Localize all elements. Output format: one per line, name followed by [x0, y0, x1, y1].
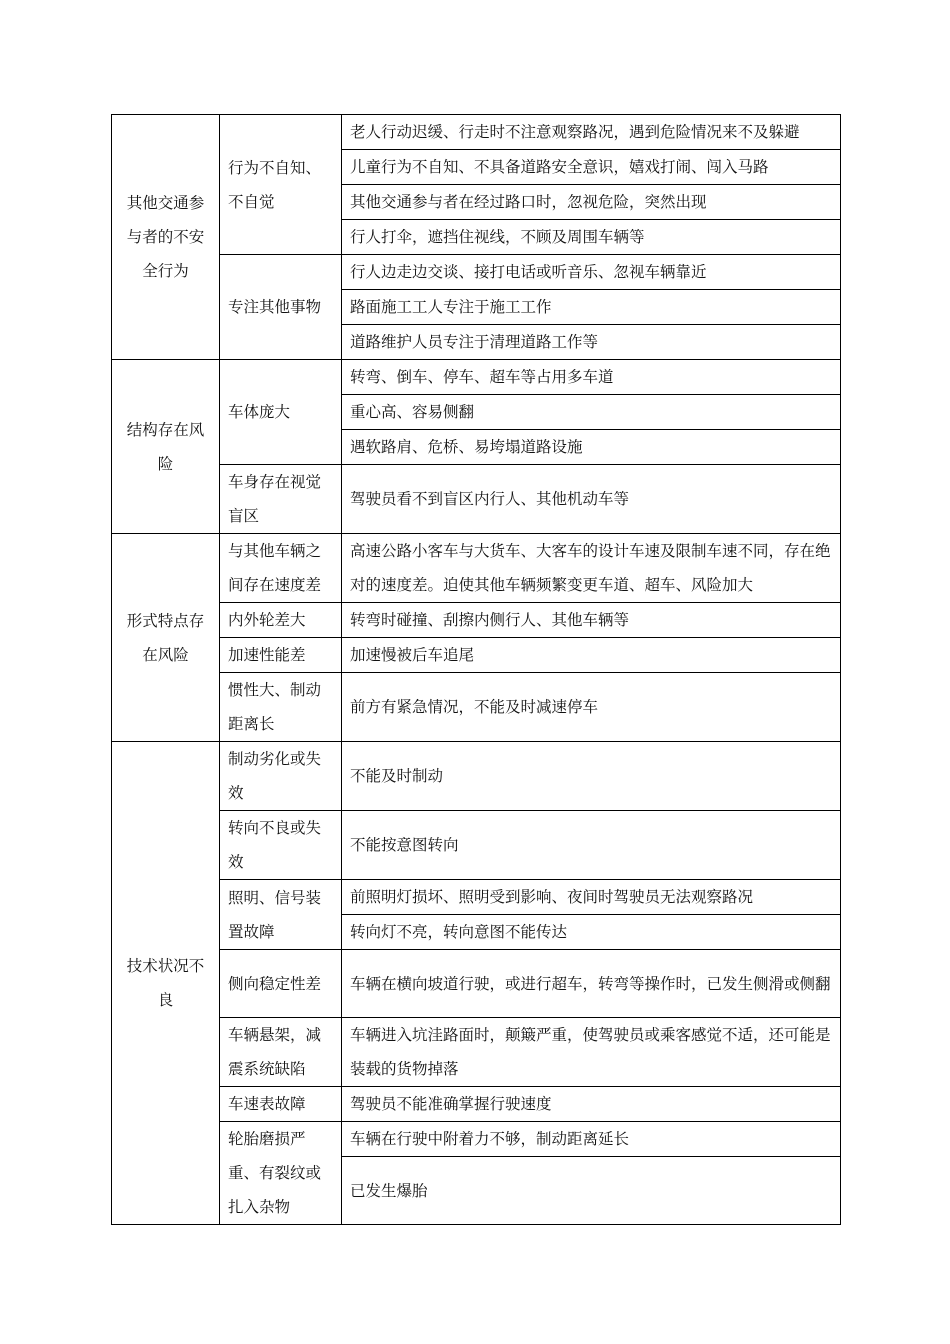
category-cell: 形式特点存在风险 [112, 534, 220, 742]
description-cell: 驾驶员看不到盲区内行人、其他机动车等 [342, 465, 841, 534]
table-row [112, 1018, 841, 1087]
table-row [112, 950, 841, 1018]
description-cell: 行人打伞，遮挡住视线，不顾及周围车辆等 [342, 220, 841, 255]
subcategory-cell: 车速表故障 [220, 1087, 342, 1122]
table-row [112, 255, 841, 290]
description-cell: 车辆在行驶中附着力不够，制动距离延长 [342, 1122, 841, 1157]
description-cell: 儿童行为不自知、不具备道路安全意识，嬉戏打闹、闯入马路 [342, 150, 841, 185]
subcategory-cell: 加速性能差 [220, 638, 342, 673]
category-cell: 技术状况不良 [112, 742, 220, 1225]
subcategory-cell: 侧向稳定性差 [220, 950, 342, 1018]
subcategory-cell: 转向不良或失效 [220, 811, 342, 880]
description-cell: 高速公路小客车与大货车、大客车的设计车速及限制车速不同，存在绝对的速度差。迫使其他车辆频繁变更车道、超车、风险加大 [342, 534, 841, 603]
subcategory-cell: 行为不自知、不自觉 [220, 115, 342, 255]
subcategory-cell: 内外轮差大 [220, 603, 342, 638]
risk-table-body [112, 115, 841, 1225]
description-cell: 转弯时碰撞、刮擦内侧行人、其他车辆等 [342, 603, 841, 638]
description-cell: 转向灯不亮，转向意图不能传达 [342, 915, 841, 950]
subcategory-cell: 车辆悬架，减震系统缺陷 [220, 1018, 342, 1087]
category-cell: 其他交通参与者的不安全行为 [112, 115, 220, 360]
description-cell: 路面施工工人专注于施工工作 [342, 290, 841, 325]
category-cell: 结构存在风险 [112, 360, 220, 534]
description-cell: 不能按意图转向 [342, 811, 841, 880]
subcategory-cell: 专注其他事物 [220, 255, 342, 360]
description-cell: 重心高、容易侧翻 [342, 395, 841, 430]
subcategory-cell: 与其他车辆之间存在速度差 [220, 534, 342, 603]
subcategory-cell: 车身存在视觉盲区 [220, 465, 342, 534]
description-cell: 道路维护人员专注于清理道路工作等 [342, 325, 841, 360]
subcategory-cell: 车体庞大 [220, 360, 342, 465]
description-cell: 其他交通参与者在经过路口时，忽视危险，突然出现 [342, 185, 841, 220]
subcategory-cell: 惯性大、制动距离长 [220, 673, 342, 742]
description-cell: 转弯、倒车、停车、超车等占用多车道 [342, 360, 841, 395]
table-row [112, 360, 841, 395]
description-cell: 驾驶员不能准确掌握行驶速度 [342, 1087, 841, 1122]
table-row [112, 115, 841, 150]
table-row [112, 1122, 841, 1157]
description-cell: 不能及时制动 [342, 742, 841, 811]
table-row [112, 638, 841, 673]
description-cell: 老人行动迟缓、行走时不注意观察路况，遇到危险情况来不及躲避 [342, 115, 841, 150]
risk-table [111, 114, 841, 1225]
description-cell: 遇软路肩、危桥、易垮塌道路设施 [342, 430, 841, 465]
description-cell: 已发生爆胎 [342, 1157, 841, 1225]
table-row [112, 673, 841, 742]
table-row [112, 880, 841, 915]
description-cell: 前照明灯损坏、照明受到影响、夜间时驾驶员无法观察路况 [342, 880, 841, 915]
subcategory-cell: 轮胎磨损严重、有裂纹或扎入杂物 [220, 1122, 342, 1225]
table-row [112, 811, 841, 880]
description-cell: 前方有紧急情况，不能及时减速停车 [342, 673, 841, 742]
description-cell: 行人边走边交谈、接打电话或听音乐、忽视车辆靠近 [342, 255, 841, 290]
subcategory-cell: 制动劣化或失效 [220, 742, 342, 811]
table-row [112, 742, 841, 811]
table-row [112, 603, 841, 638]
subcategory-cell: 照明、信号装置故障 [220, 880, 342, 950]
table-row [112, 1087, 841, 1122]
table-row [112, 465, 841, 534]
description-cell: 车辆进入坑洼路面时，颠簸严重，使驾驶员或乘客感觉不适，还可能是装载的货物掉落 [342, 1018, 841, 1087]
description-cell: 车辆在横向坡道行驶，或进行超车，转弯等操作时，已发生侧滑或侧翻 [342, 950, 841, 1018]
description-cell: 加速慢被后车追尾 [342, 638, 841, 673]
table-row [112, 534, 841, 603]
